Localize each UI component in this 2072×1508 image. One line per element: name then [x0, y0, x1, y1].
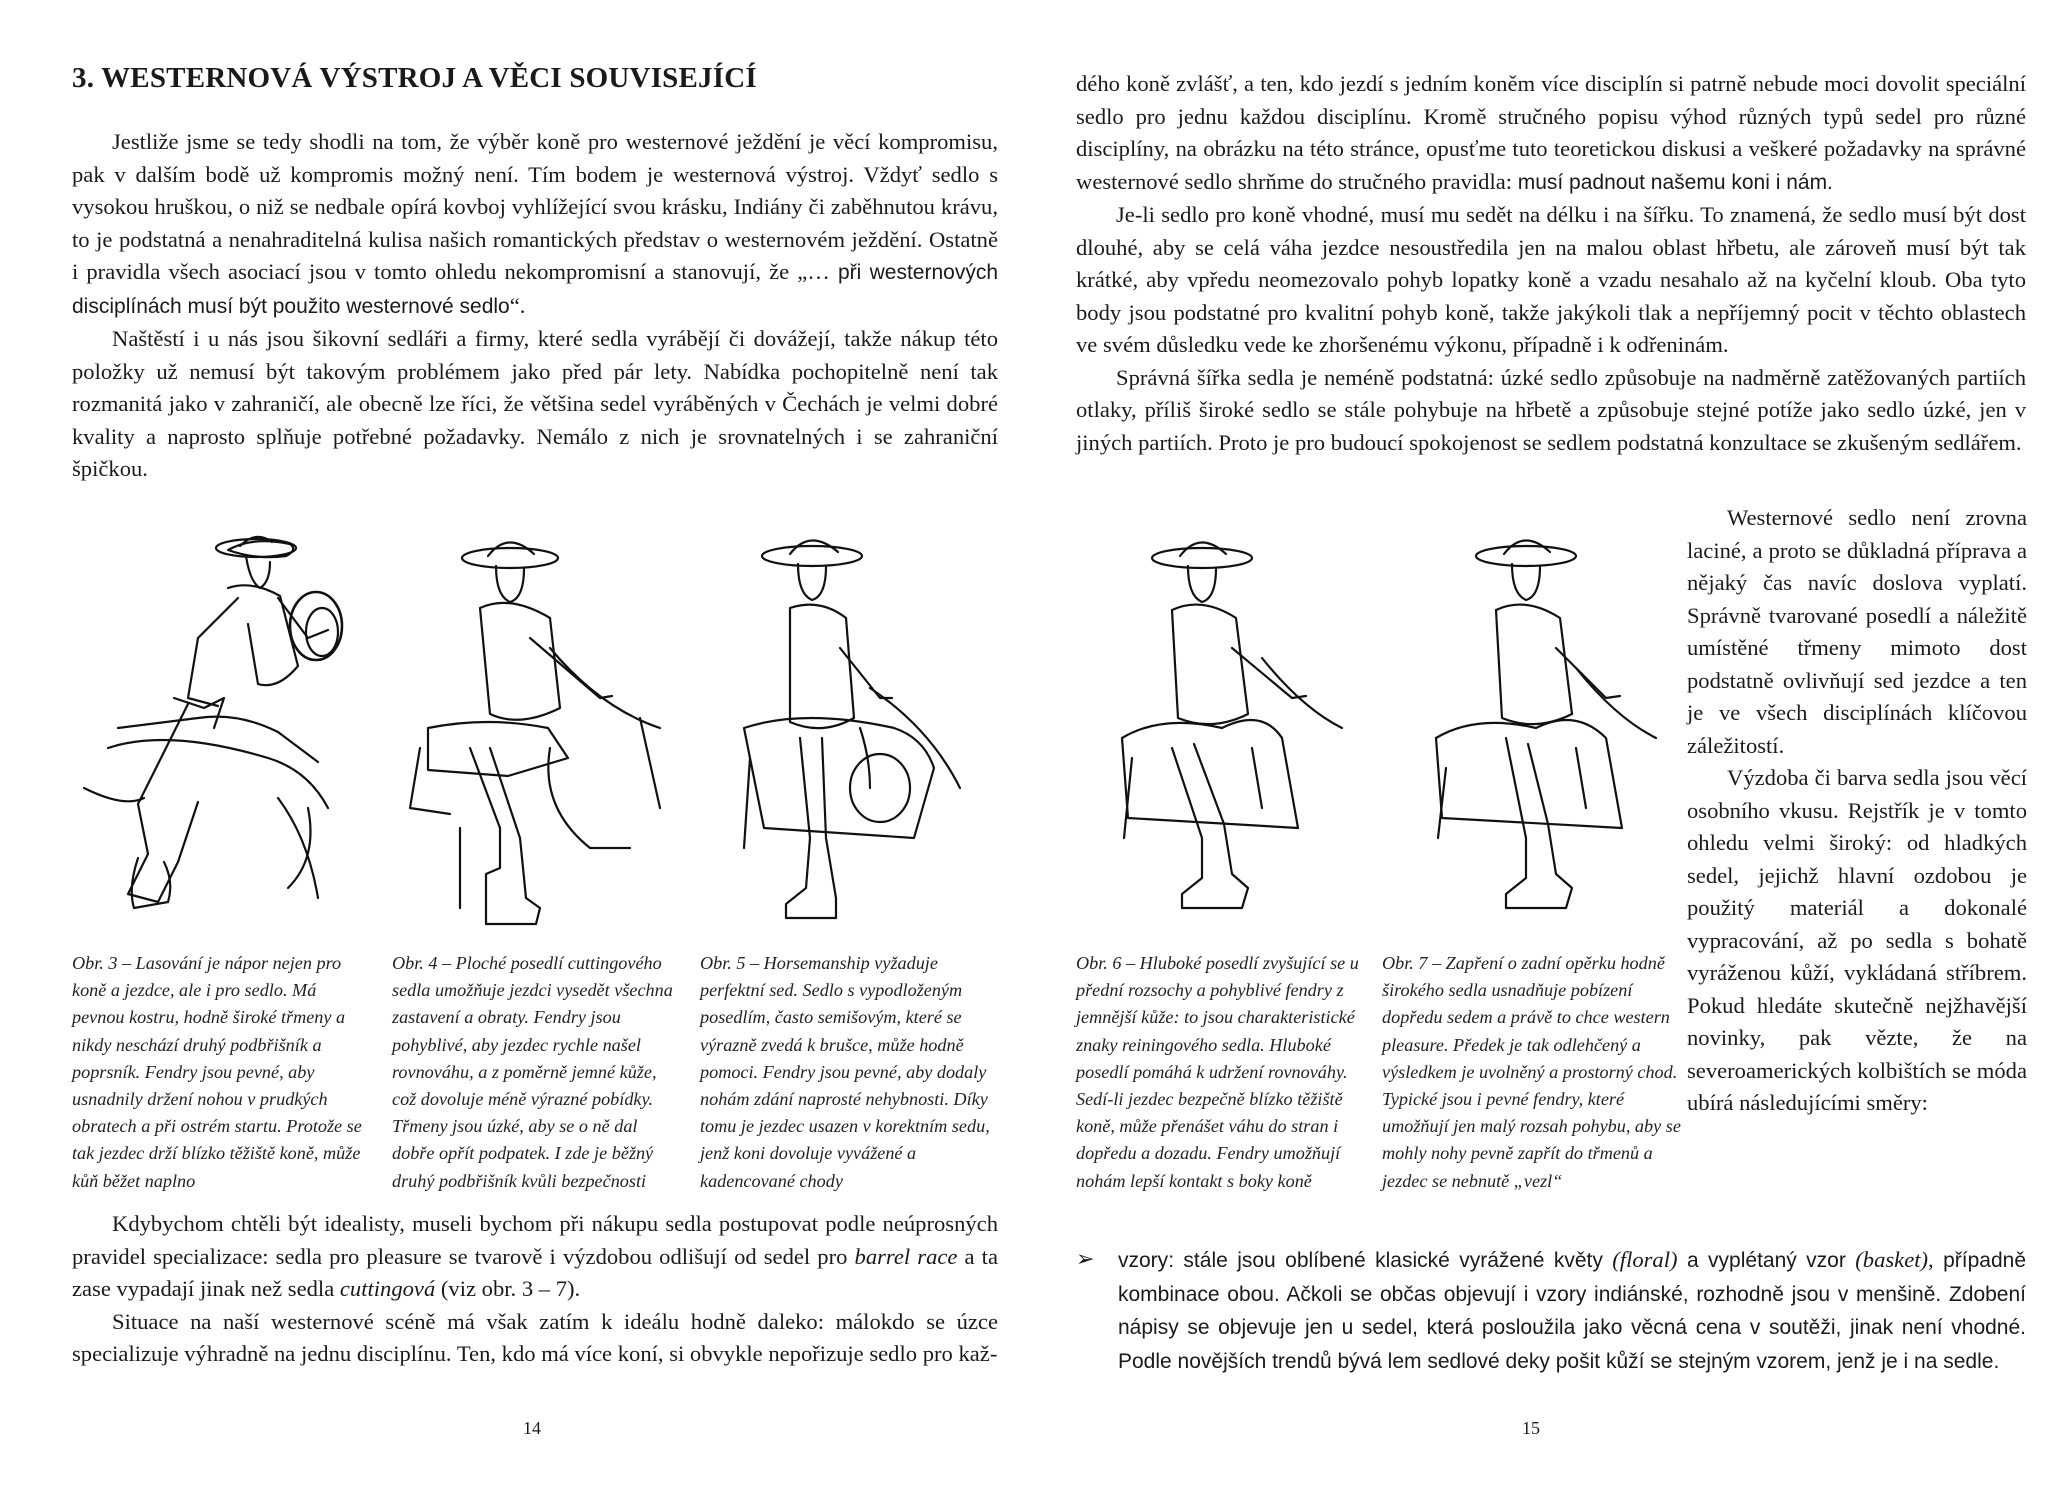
bullet-text	[1118, 1244, 2026, 1378]
paragraph	[1076, 68, 2026, 199]
closing-text	[72, 1208, 998, 1371]
quote-close: “.	[509, 292, 526, 318]
cutting-rider-illustration	[400, 528, 670, 928]
page-number: 15	[1522, 1418, 1540, 1438]
paragraph	[72, 126, 998, 323]
bullet-text-part: a vyplétaný vzor	[1677, 1249, 1856, 1272]
roping-rider-illustration	[78, 528, 350, 928]
right-top-text	[1076, 68, 2026, 459]
chapter-heading: 3. WESTERNOVÁ VÝSTROJ A VĚCI SOUVISEJÍCÍ	[72, 62, 757, 94]
paragraph-text: Kdybychom chtěli být idealisty, museli bychom při nákupu sedla postupovat podle neúprosných pravidel specializace: sedla pro pleasure se tvarově i výzdobou odlišují od sedel pro	[72, 1211, 998, 1269]
paragraph-text: dého koně zvlášť, a ten, kdo jezdí s jedním koněm více disciplín si patrně nebude moci dovolit speciální sedlo pro jednu každou disciplínu. Kromě stručného popisu výhod různých typů sedel pro různé disciplíny, na obrázku na této stránce, opusťme tuto teoretickou diskusi a veškeré požadavky na správné westernové sedlo shrňme do stručného pravidla:	[1076, 71, 2026, 194]
paragraph: Výzdoba či barva sedla jsou věcí osobního vkusu. Rejstřík je v tomto ohledu velmi široký: od hladkých sedel, jejichž hlavní ozdobou je použitý materiál a dokonalé vypracování, až po sedla s bohatě vyráženou kůží, vykládaná stříbrem. Pokud hledáte skutečně nejžhavější novinky, pak vězte, že na severoamerických kolbištích se móda ubírá následujícími směry:	[1687, 765, 2027, 1115]
paragraph: Správná šířka sedla je neméně podstatná: úzké sedlo způsobuje na nadměrně zatěžovaných partiích otlaky, příliš široké sedlo se stále pohybuje na hřbetě a způsobuje stejné potíže jako sedlo úzké, jen v jiných partiích. Proto je pro budoucí spokojenost se sedlem podstatná konzultace se zkušeným sedlářem.	[1076, 364, 2026, 455]
paragraph: Westernové sedlo není zrovna laciné, a proto se důkladná příprava a nějaký čas navíc doslova vyplatí. Správně tvarované posedlí a náležitě umístěné třmeny mimoto dost podstatně ovlivňují sed jezdce a ten je ve všech disciplínách klíčovou záležitostí.	[1687, 505, 2027, 758]
paragraph	[72, 1208, 998, 1306]
term-cutting: cuttingová	[339, 1276, 436, 1301]
reining-rider-illustration	[1102, 528, 1382, 928]
paragraph-text: (viz obr. 3 – 7).	[435, 1276, 581, 1301]
bullet-item-vzory	[1076, 1244, 2026, 1378]
paragraph: Naštěstí i u nás jsou šikovní sedláři a firmy, které sedla vyrábějí či dovážejí, takže nákup této položky už nemusí být takovým problémem jako před pár lety. Nabídka pochopitelně není tak rozmanitá jako v zahraničí, ale obecně lze říci, že většina sedel vyráběných v Čechách je velmi dobré kvality a naprosto splňuje potřebné požadavky. Nemálo z nich je srovnatelných i se zahraniční špičkou.	[72, 326, 998, 481]
side-column-text	[1687, 502, 2027, 1120]
paragraph-text: a ta zase vypadají jinak než sedla	[72, 1243, 998, 1301]
bullet-term: vzory	[1118, 1249, 1169, 1272]
pleasure-rider-illustration	[1406, 528, 1676, 928]
caption-obr4: Obr. 4 – Ploché posedlí cuttingového sedla umožňuje jezdci vysedět všechna zastavení a obraty. Fendry jsou pohyblivé, aby jezdec rychle našel rovnováhu, a z poměrně jemné kůže, což dovoluje méně výrazné pobídky. Třmeny jsou úzké, aby se o ně dal dobře opřít podpatek. I zde je běžný druhý podbřišník kvůli bezpečnosti	[392, 953, 673, 1191]
horsemanship-rider-illustration	[720, 528, 988, 928]
page-number: 14	[523, 1418, 541, 1438]
rule-quote: při westernových disciplínách musí být použito westernové sedlo	[72, 261, 998, 318]
caption-obr5: Obr. 5 – Horsemanship vyžaduje perfektní sed. Sedlo s vypodloženým posedlím, často semišovým, které se výrazně zvedá k brušce, může hodně pomoci. Fendry jsou pevné, aby dodaly nohám zdání naprosté nehybnosti. Díky tomu je jezdec usazen v korektním sedu, jenž koni dovoluje vyvážené a kadencované chody	[700, 953, 990, 1191]
caption-obr6: Obr. 6 – Hluboké posedlí zvyšující se u přední rozsochy a pohyblivé fendry z jemnější kůže: to jsou charakteristické znaky reiningového sedla. Hluboké posedlí pomáhá k udržení rovnováhy. Sedí-li jezdec bezpečně blízko těžiště koně, může přenášet váhu do stran i dopředu a dozadu. Fendry umožňují nohám lepší kontakt s boky koně	[1076, 953, 1359, 1191]
bullet-text-part: případně kombinace obou. Ačkoli se občas objevují i vzory indiánské, rozhodně jsou v menšině. Zdobení nápisy se objevuje jen u sedel, která posloužila jako věcná cena v soutěži, jinak není vhodné. Podle novějších trendů bývá lem sedlové deky pošit kůží se stejným vzorem, jenž je i na sedle.	[1118, 1249, 2027, 1373]
term-basket: (basket),	[1855, 1247, 1934, 1272]
caption-obr7: Obr. 7 – Zapření o zadní opěrku hodně širokého sedla usnadňuje pobízení dopředu sedem a právě to chce western pleasure. Předek je tak odlehčený a výsledkem je uvolněný a prostorný chod. Typické jsou i pevné fendry, které umožňují jen malý rozsah pohybu, aby se mohly nohy pevně zapřít do třmenů a jezdec se nebnutě „vezl“	[1382, 953, 1681, 1191]
paragraph-text: Jestliže jsme se tedy shodli na tom, že výběr koně pro westernové ježdění je věcí kompromisu, pak v dalším bodě už kompromis možný není. Tím bodem je westernová výstroj. Vždyť sedlo s vysokou hruškou, o niž se nedbale opírá kovboj vyhlížející svou krásku, Indiány či zaběhnutou krávu, to je podstatná a nenahraditelná kulisa našich romantických představ o westernovém ježdění. Ostatně i pravidla všech asociací jsou v tomto ohledu nekompromisní a stanovují, že „…	[72, 129, 998, 284]
paragraph: Je-li sedlo pro koně vhodné, musí mu sedět na délku i na šířku. To znamená, že sedlo musí být dost dlouhé, aby se celá váha jezdce nesoustředila jen na malou oblast hřbetu, ale zároveň musí být tak krátké, aby vpředu neomezovalo pohyb lopatky koně a vzadu nesahalo až na kyčelní kloub. Oba tyto body jsou podstatné pro kvalitní pohyb koně, takže jakýkoli tlak a nepříjemný pocit v těchto oblastech ve svém důsledku vede ke zhoršenému výkonu, případně i k odřeninám.	[1076, 202, 2026, 357]
intro-text	[72, 126, 998, 486]
caption-obr3: Obr. 3 – Lasování je nápor nejen pro koně a jezdce, ale i pro sedlo. Má pevnou kostru, hodně široké třmeny a nikdy neschází druhý podbřišník a poprsník. Fendry jsou pevné, aby usnadnily držení nohou v prudkých obratech a při ostrém startu. Protože se tak jezdec drží blízko těžiště koně, může kůň běžet naplno	[72, 953, 362, 1191]
term-barrel-race: barrel race	[854, 1243, 958, 1269]
right-page	[1036, 0, 2072, 1508]
rule-statement: musí padnout našemu koni i nám.	[1517, 170, 1833, 194]
term-floral: (floral)	[1612, 1247, 1678, 1272]
paragraph: Situace na naší westernové scéně má však zatím k ideálu hodně daleko: málokdo se úzce specializuje výhradně na jednu disciplínu. Ten, kdo má více koní, si obvykle nepořizuje sedlo pro kaž-	[72, 1308, 998, 1366]
arrow-bullet-icon: ➢	[1076, 1247, 1095, 1272]
bullet-text-part: : stále jsou oblíbené klasické vyrážené květy	[1168, 1249, 1613, 1272]
